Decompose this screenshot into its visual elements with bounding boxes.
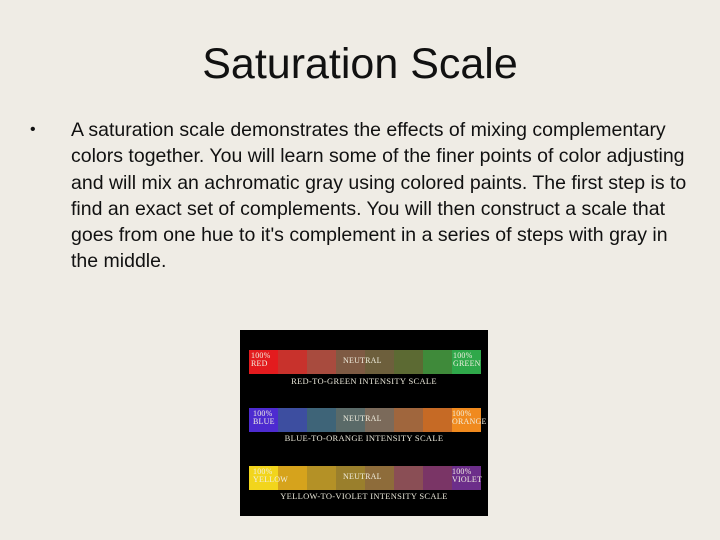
color-swatch [278,408,307,432]
scale-right-label: 100% GREEN [453,351,481,368]
color-swatch [423,350,452,374]
color-swatch [423,408,452,432]
scale-left-label: 100% BLUE [253,409,275,426]
scale-neutral-label: NEUTRAL [343,472,382,481]
scale-right-label: 100% VIOLET [452,467,483,484]
color-swatch [394,466,423,490]
scale-left-label: 100% RED [251,351,271,368]
scale-left-label: 100% YELLOW [253,467,288,484]
color-swatch [423,466,452,490]
color-swatch [278,350,307,374]
scale-neutral-label: NEUTRAL [343,356,382,365]
color-swatch [394,350,423,374]
intensity-scale-figure [240,330,488,516]
slide-title: Saturation Scale [202,40,518,88]
scale-caption: BLUE-TO-ORANGE INTENSITY SCALE [284,433,444,443]
color-swatch [307,408,336,432]
scale-neutral-label: NEUTRAL [343,414,382,423]
scale-right-label: 100% ORANGE [452,409,487,426]
scale-caption: RED-TO-GREEN INTENSITY SCALE [291,376,437,386]
scale-caption: YELLOW-TO-VIOLET INTENSITY SCALE [280,491,448,501]
bullet-text: A saturation scale demonstrates the effects of mixing complementary colors together. You will learn some of the finer points of color adjusting and will mix an achromatic gray using colored paints. The first step is to find an exact set of complements. You will then construct a scale that goes from one hue to it's complement in a series of steps with gray in the middle. [71,119,687,273]
bullet-marker: • [30,121,36,138]
color-swatch [307,466,336,490]
color-swatch [394,408,423,432]
color-swatch [307,350,336,374]
